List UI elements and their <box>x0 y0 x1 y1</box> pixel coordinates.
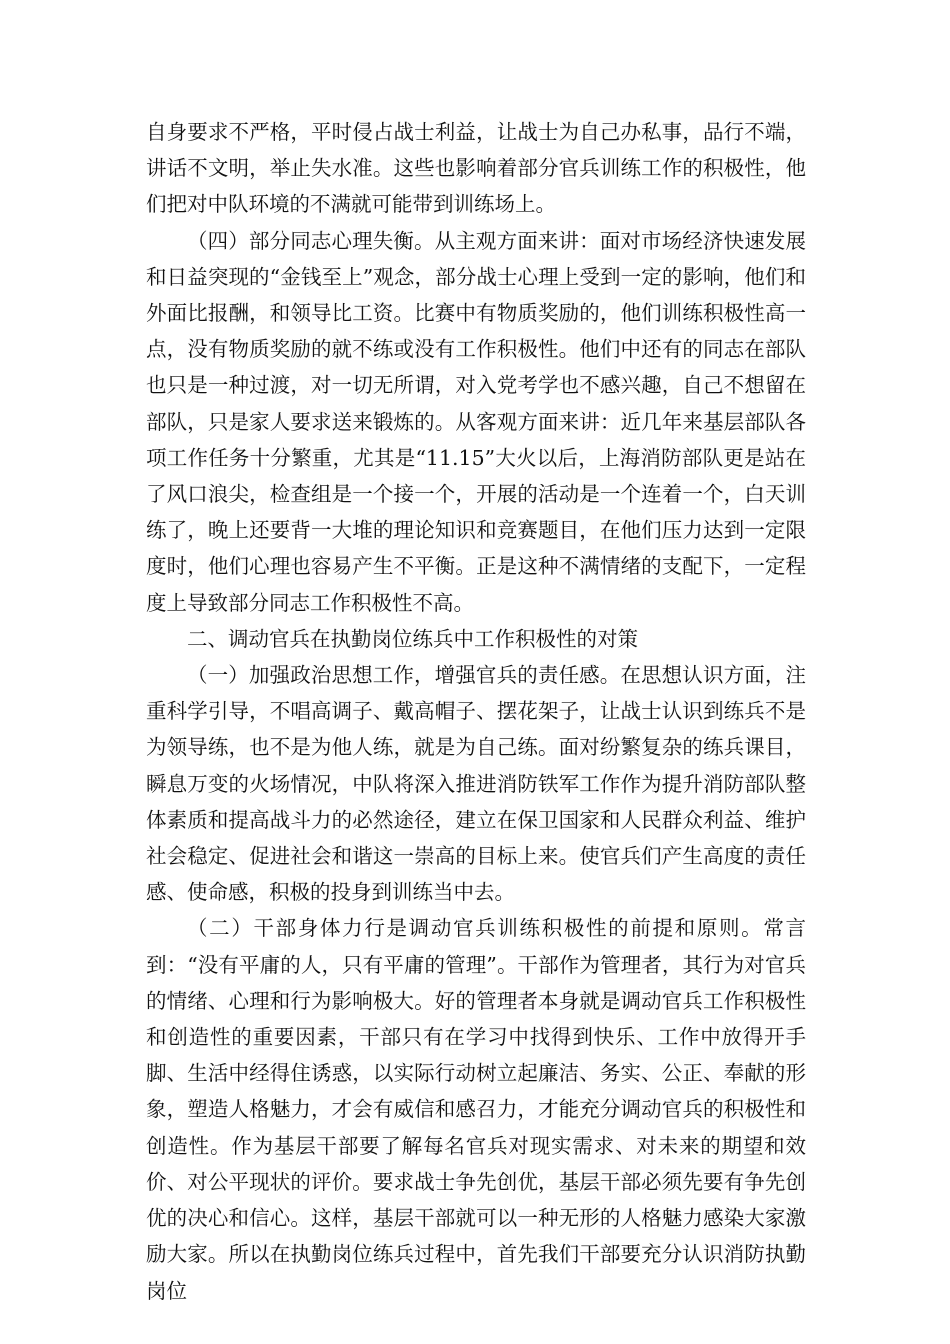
paragraph-section-4: （四）部分同志心理失衡。从主观方面来讲：面对市场经济快速发展和日益突现的“金钱至上”观念，部分战士心理上受到一定的影响，他们和外面比报酬，和领导比工资。比赛中有物质奖励的，他们训练积极性高一点，没有物质奖励的就不练或没有工作积极性。他们中还有的同志在部队也只是一种过渡，对一切无所谓，对入党考学也不感兴趣，自己不想留在部队，只是家人要求送来锻炼的。从客观方面来讲：近几年来基层部队各项工作任务十分繁重，尤其是“11.15”大火以后，上海消防部队更是站在了风口浪尖，检查组是一个接一个，开展的活动是一个连着一个，白天训练了，晚上还要背一大堆的理论知识和竞赛题目，在他们压力达到一定限度时，他们心理也容易产生不平衡。正是这种不满情绪的支配下，一定程度上导致部分同志工作积极性不高。 <box>146 228 806 615</box>
paragraph-continued: 自身要求不严格，平时侵占战士利益，让战士为自己办私事，品行不端，讲话不文明，举止失水准。这些也影响着部分官兵训练工作的积极性，他们把对中队环境的不满就可能带到训练场上。 <box>146 120 806 217</box>
paragraph-measure-1: （一）加强政治思想工作，增强官兵的责任感。在思想认识方面，注重科学引导，不唱高调子、戴高帽子、摆花架子，让战士认识到练兵不是为领导练，也不是为他人练，就是为自己练。面对纷繁复杂的练兵课目，瞬息万变的火场情况，中队将深入推进消防铁军工作作为提升消防部队整体素质和提高战斗力的必然途径，建立在保卫国家和人民群众利益、维护社会稳定、促进社会和谐这一崇高的目标上来。使官兵们产生高度的责任感、使命感，积极的投身到训练当中去。 <box>146 663 806 905</box>
paragraph-measure-2: （二）干部身体力行是调动官兵训练积极性的前提和原则。常言到：“没有平庸的人，只有平庸的管理”。干部作为管理者，其行为对官兵的情绪、心理和行为影响极大。好的管理者本身就是调动官兵工作积极性和创造性的重要因素，干部只有在学习中找得到快乐、工作中放得开手脚、生活中经得住诱惑，以实际行动树立起廉洁、务实、公正、奉献的形象，塑造人格魅力，才会有威信和感召力，才能充分调动官兵的积极性和创造性。作为基层干部要了解每名官兵对现实需求、对未来的期望和效价、对公平现状的评价。要求战士争先创优，基层干部必须先要有争先创优的决心和信心。这样，基层干部就可以一种无形的人格魅力感染大家激励大家。所以在执勤岗位练兵过程中，首先我们干部要充分认识消防执勤岗位 <box>146 916 806 1303</box>
section-heading-2: 二、调动官兵在执勤岗位练兵中工作积极性的对策 <box>187 626 638 651</box>
body-text <box>146 114 806 1309</box>
